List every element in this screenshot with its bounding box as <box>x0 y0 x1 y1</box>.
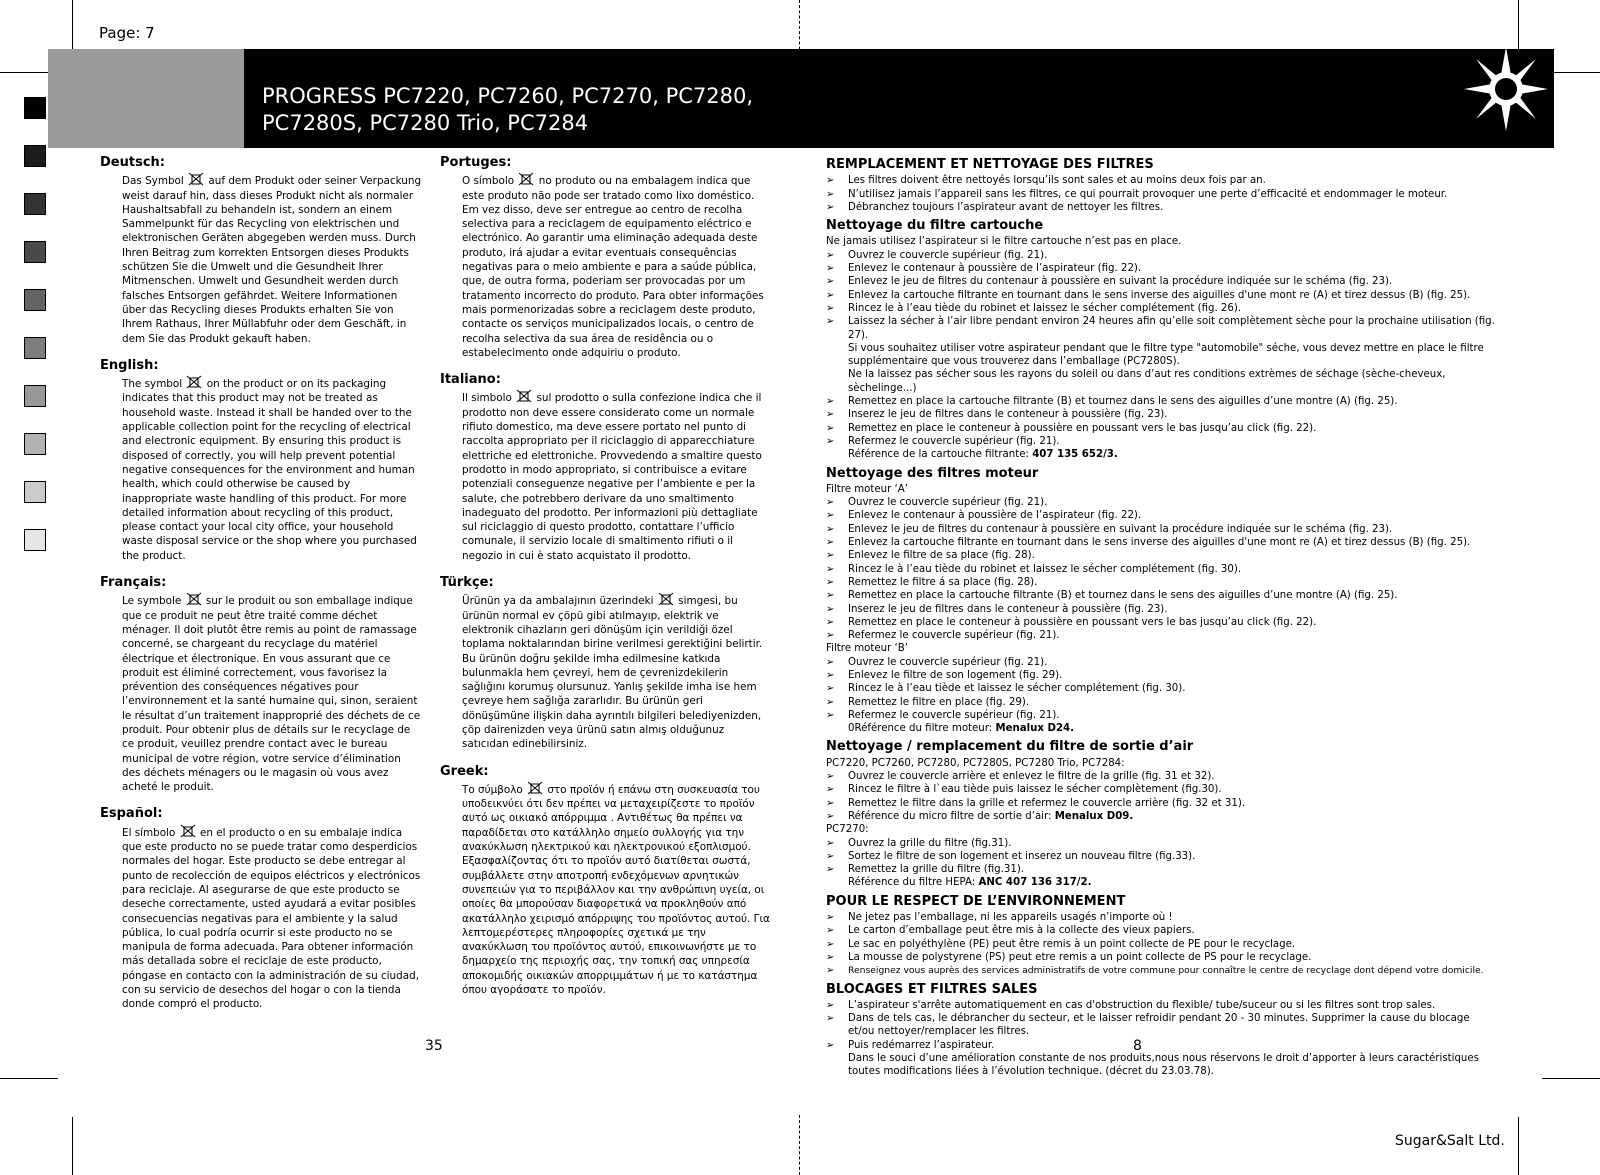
text-before: O símbolo <box>462 175 515 188</box>
text-after: sur le produit ou son emballage indique que ce produit ne peut être traité comme déchet ménager. Il doit plutôt être remis au point de ramassage concerné, se chargeant du recyclage du matériel électrique et électronique. En vous assurant que ce produit est éliminé correctement, vous favorisez la prévention des conséquences négatives pour l’environnement et la santé humaine qui, sinon, seraient le résultat d’un traitement inapproprié des déchets de ce produit. Pour obtenir plus de détails sur le recyclage de ce produit, veuillez prendre contact avec le bureau municipal de votre région, votre service d’élimination des déchets ménagers ou le magasin où vous avez acheté le produit. <box>122 595 421 794</box>
reference-value: Menalux D09. <box>1054 810 1134 822</box>
reference-line <box>826 810 1506 823</box>
section-heading: Italiano: <box>440 372 501 388</box>
bullet-item: ➢ Ouvrez la grille du filtre (fig.31). <box>826 837 1506 850</box>
text-before: Le symbole <box>122 595 182 608</box>
bullet-item: ➢ Refermez le couvercle supérieur (fig. 21). <box>826 709 1506 722</box>
section-text <box>122 172 422 346</box>
disposal-section-italiano <box>440 372 770 563</box>
disposal-section-francais <box>100 575 422 794</box>
text-before: The symbol <box>122 378 183 391</box>
model-line: PC7220, PC7260, PC7280, PC7280S, PC7280 Trio, PC7284: <box>826 757 1125 769</box>
disposal-section-turkce <box>440 575 770 752</box>
color-swatch <box>24 289 46 311</box>
bullet-item: ➢ Puis redémarrez l’aspirateur. <box>826 1039 1506 1052</box>
crossed-bin-icon <box>185 375 203 389</box>
footer-brand: Sugar&Salt Ltd. <box>1395 1133 1505 1149</box>
bullet-item: ➢ Rincez le filtre à l`eau tiède puis laissez le sécher complètement (fig.30). <box>826 783 1506 796</box>
text-after: στο προϊόν ή επάνω στη συσκευασία του υποδεικνύει ότι δεν πρέπει να μεταχειρίζεστε το προϊόν αυτό ως οικιακό απόρριμμα . Αντιθέτως θα πρέπει να παραδίδεται στο κατάλληλο σημείο συλλογής για την ανακύκλωση ηλεκτρικού και ηλεκτρονικού εξοπλισμού. Εξασφαλίζοντας ότι το προϊόν αυτό διατίθεται σωστά, συμβάλλετε στην αποτροπή ενδεχόμενων αρνητικών συνεπειών για το περιβάλλον και την ανθρώπινη υγεία, οι οποίες θα μπορούσαν διαφορετικά να προκληθούν από ακατάλληλο χειρισμό απόρριψης του προϊόντος αυτού. Για λεπτομερέστερες πληροφορίες σχετικά με την ανακύκλωση του προϊόντος αυτού, επικοινωνήστε με το δημαρχείο της περιοχής σας, την τοπική σας υπηρεσία αποκομιδής οικιακών απορριμμάτων ή με το κατάστημα όπου αγοράσατε το προϊόν. <box>462 783 770 997</box>
section-heading: Nettoyage des filtres moteur <box>826 465 1039 481</box>
note-line: toutes modifications liées à l’évolution technique. (décret du 23.03.78). <box>848 1066 1214 1078</box>
bullet-item: ➢ Ouvrez le couvercle supérieur (fig. 21). <box>826 656 1506 669</box>
section-heading: Français: <box>100 575 167 591</box>
reference-line <box>826 722 1506 735</box>
color-swatch <box>24 481 46 503</box>
header-gray-block <box>48 49 244 148</box>
bullet-item: ➢ Renseignez vous auprès des services administratifs de votre commune pour connaître le centre de recyclage dont dépend votre domicile. <box>826 964 1506 977</box>
note-line: sèchelinge...) <box>848 382 917 394</box>
section-heading: REMPLACEMENT ET NETTOYAGE DES FILTRES <box>826 157 1154 172</box>
bullet-item: ➢ Enlevez la cartouche filtrante en tournant dans le sens inverse des aiguilles d'une mont re (A) et tirez dessus (B) (fig. 25). <box>826 536 1506 549</box>
section-heading: Español: <box>100 806 163 822</box>
text-after: sul prodotto o sulla confezione indica che il prodotto non deve essere considerato come un normale rifiuto domestico, ma deve essere portato nel punto di raccolta appropriato per il riciclaggio di apparecchiature elettriche ed elettroniche. Provvedendo a smaltire questo prodotto in modo appropriato, si contribuisce a evitare potenziali conseguenze negative per l’ambiente e per la salute, che potrebbero derivare da uno smaltimento inadeguato del prodotto. Per informazioni più dettagliate sul riciclaggio di questo prodotto, contattare l’ufficio comunale, il servizio locale di smaltimento rifiuti o il negozio in cui è stato acquistato il prodotto. <box>462 392 762 562</box>
reference-label: Référence du filtre HEPA: <box>848 877 976 889</box>
bullet-item: ➢ Refermez le couvercle supérieur (fig. 21). <box>826 629 1506 642</box>
reference-value: 407 135 652/3. <box>1032 449 1118 461</box>
section-text <box>462 389 770 563</box>
color-swatch <box>24 193 46 215</box>
bullet-item: ➢ Remettez le filtre en place (fig. 29). <box>826 696 1506 709</box>
text-after: no produto ou na embalagem indica que este produto não pode ser tratado como lixo doméstico. Em vez disso, deve ser entregue ao centro de recolha selectiva para a reciclagem de equipamento eléctrico e electrónico. Ao garantir uma eliminação adequada deste produto, irá ajudar a evitar eventuais consequências negativas para o meio ambiente e para a saúde pública, que, de outra forma, poderiam ser provocadas por um tratamento incorrecto do produto. Para obter informações mais pormenorizadas sobre a reciclagem deste produto, contacte os serviços municipalizados locais, o centro de recolha selectiva da sua área de residência ou o estabelecimento onde adquiriu o produto. <box>462 175 764 359</box>
bullet-item: ➢ Ouvrez le couvercle supérieur (fig. 21). <box>826 496 1506 509</box>
section-heading: Türkçe: <box>440 575 494 591</box>
disposal-section-greek <box>440 763 770 998</box>
bullet-item: ➢ Enlevez le filtre de sa place (fig. 28). <box>826 549 1506 562</box>
bullet-item: ➢ Débranchez toujours l’aspirateur avant de nettoyer les filtres. <box>826 201 1506 214</box>
section-heading: POUR LE RESPECT DE L’ENVIRONNEMENT <box>826 893 1126 909</box>
bullet-item: ➢ Remettez le filtre á sa place (fig. 28). <box>826 576 1506 589</box>
text-before: Το σύμβολο <box>462 783 523 796</box>
bullet-item: ➢ Rincez le à l’eau tiède du robinet et laissez le sécher complétement (fig. 30). <box>826 563 1506 576</box>
note-line: Ne la laissez pas sécher sous les rayons du soleil ou dans d’aut res conditions extrèmes de séchage (sèche-cheveux, <box>848 369 1446 381</box>
section-text <box>122 375 422 563</box>
crossed-bin-icon <box>515 389 533 403</box>
crossed-bin-icon <box>187 172 205 186</box>
reference-line <box>826 876 1506 889</box>
disposal-section-portuges <box>440 155 770 360</box>
section-text <box>462 592 770 751</box>
bullet-item: ➢ Remettez en place la cartouche filtrante (B) et tournez dans le sens des aiguilles d’une montre (A) (fig. 25). <box>826 395 1506 408</box>
bullet-item: ➢ Remettez la grille du filtre (fig.31). <box>826 863 1506 876</box>
header-bar <box>244 49 1554 148</box>
bullet-item: ➢ Remettez en place la cartouche filtrante (B) et tournez dans le sens des aiguilles d’une montre (A) (fig. 25). <box>826 589 1506 602</box>
section-heading: Nettoyage / remplacement du filtre de sortie d’air <box>826 739 1194 755</box>
crossed-bin-icon <box>657 592 675 606</box>
subheading: Filtre moteur ‘A’ <box>826 483 908 495</box>
note-line: Si vous souhaitez utiliser votre aspirateur pendant que le filtre type "automobile" séche, vous devez mettre en place le filtre <box>848 342 1484 354</box>
text-before: Ürünün ya da ambalajının üzerindeki <box>462 595 654 608</box>
section-heading: Greek: <box>440 763 489 779</box>
reference-label: Référence du micro filtre de sortie d’air: <box>848 810 1052 822</box>
crossed-bin-icon <box>185 592 203 606</box>
section-heading: Deutsch: <box>100 155 165 170</box>
bullet-item: ➢ Dans de tels cas, le débrancher du secteur, et le laisser refroidir pendant 20 - 30 minutes. Supprimer la cause du blocage <box>826 1012 1506 1025</box>
bullet-item: ➢ Remettez le filtre dans la grille et refermez le couvercle arrière (fig. 32 et 31). <box>826 797 1506 810</box>
section-heading: Portuges: <box>440 155 512 170</box>
bullet-item: ➢ Ne jetez pas l’emballage, ni les appareils usagés n’importe où ! <box>826 911 1506 924</box>
bullet-item: ➢ Rincez le à l’eau tiède et laissez le sécher complétement (fig. 30). <box>826 682 1506 695</box>
crossed-bin-icon <box>517 172 535 186</box>
reference-line <box>826 448 1506 461</box>
section-heading: English: <box>100 357 159 373</box>
bullet-item: ➢ Sortez le filtre de son logement et inserez un nouveau filtre (fig.33). <box>826 850 1506 863</box>
intro-line: Ne jamais utilisez l’aspirateur si le filtre cartouche n’est pas en place. <box>826 236 1182 248</box>
bullet-item: ➢ Les filtres doivent être nettoyés lorsqu’ils sont sales et au moins deux fois par an. <box>826 174 1506 187</box>
bullet-item: ➢ Le sac en polyéthylène (PE) peut être remis à un point collecte de PE pour le recyclage. <box>826 938 1506 951</box>
bullet-item: ➢ Inserez le jeu de filtres dans le conteneur à poussière (fig. 23). <box>826 408 1506 421</box>
page-label: Page: 7 <box>99 24 155 42</box>
bullet-item: ➢ Inserez le jeu de filtres dans le conteneur à poussière (fig. 23). <box>826 603 1506 616</box>
bullet-item: ➢ Remettez en place le conteneur à poussière en poussant vers le bas jusqu’au click (fig. 22). <box>826 422 1506 435</box>
crop-mark <box>0 1078 58 1079</box>
reference-label: 0Référence du filtre moteur: <box>848 723 993 735</box>
bullet-item: ➢ Enlevez le jeu de filtres du contenaur à poussière en suivant la procédure indiquée sur le schéma (fig. 23). <box>826 275 1506 288</box>
bullet-item: ➢ L’aspirateur s'arrête automatiquement en cas d'obstruction du flexible/ tube/suceur ou si les filtres sont trop sales. <box>826 999 1506 1012</box>
continuation-line: et/ou nettoyer/remplacer les filtres. <box>848 1026 1030 1038</box>
reference-label: Référence de la cartouche filtrante: <box>848 449 1029 461</box>
page-number-right: 8 <box>1133 1038 1142 1054</box>
bullet-item: ➢ Enlevez la cartouche filtrante en tournant dans le sens inverse des aiguilles d'une mont re (A) et tirez dessus (B) (fig. 25). <box>826 289 1506 302</box>
color-swatch <box>24 385 46 407</box>
color-swatch <box>24 241 46 263</box>
bullet-item: ➢ Ouvrez le couvercle supérieur (fig. 21). <box>826 249 1506 262</box>
section-text <box>462 781 770 997</box>
text-after: en el producto o en su embalaje indica que este producto no se puede tratar como desperdicios normales del hogar. Este producto se debe entregar al punto de recolección de equipos eléctricos y electrónicos para reciclaje. Al asegurarse de que este producto se deseche correctamente, usted ayudará a evitar posibles consecuencias negativas para el ambiente y la salud pública, lo cual podría ocurrir si este producto no se manipula de forma adecuada. Para obtener información más detallada sobre el reciclaje de este producto, póngase en contacto con la administración de su ciudad, con su servicio de desechos del hogar o con la tienda donde compró el producto. <box>122 826 421 1011</box>
text-before: Il simbolo <box>462 392 512 405</box>
bullet-item: ➢ Refermez le couvercle supérieur (fig. 21). <box>826 435 1506 448</box>
middle-column <box>440 155 770 1010</box>
right-column <box>826 158 1506 1079</box>
color-swatch <box>24 337 46 359</box>
section-heading: Nettoyage du filtre cartouche <box>826 218 1044 234</box>
color-swatch <box>24 145 46 167</box>
crop-mark <box>1542 1078 1600 1079</box>
bullet-item: ➢ Rincez le à l’eau tiède du robinet et laissez le sécher complétement (fig. 26). <box>826 302 1506 315</box>
left-column <box>100 155 422 1025</box>
model-line: PC7270: <box>826 824 869 836</box>
crossed-bin-icon <box>179 824 197 838</box>
page-number-left: 35 <box>425 1038 443 1054</box>
sun-logo-icon <box>1464 47 1548 131</box>
header-title: PROGRESS PC7220, PC7260, PC7270, PC7280, PC7280S, PC7280 Trio, PC7284 <box>262 84 754 135</box>
bullet-item: ➢ Enlevez le contenaur à poussière de l’aspirateur (fig. 22). <box>826 509 1506 522</box>
text-after: simgesi, bu ürünün normal ev çöpü gibi atılmayıp, elektrik ve elektronik cihazların geri dönüşüm için verildiği özel toplama noktalarından birine verilmesi gerektiğini belirtir. Bu ürünün doğru şekilde imha edilmesine katkıda bulunmakla hem çevreyi, hem de çevrenizdekilerin sağlığını korumuş olursunuz. Yanlış şekilde imha ise hem çevreye hem sağlığa zararlıdır. Bu ürünün geri dönüşümüne ilişkin daha ayrıntılı bilgileri belediyenizden, çöp dairenizden veya ürünü satın almış olduğunuz satıcıdan edinebilirsiniz. <box>462 595 763 751</box>
bullet-item: ➢ Remettez en place le conteneur à poussière en poussant vers le bas jusqu’au click (fig. 22). <box>826 616 1506 629</box>
disposal-section-english <box>100 357 422 563</box>
bullet-item: ➢ N’utilisez jamais l’appareil sans les filtres, ce qui pourrait provoquer une perte d’efficacité et endommager le moteur. <box>826 188 1506 201</box>
disposal-section-deutsch <box>100 155 422 346</box>
section-text <box>122 824 422 1012</box>
reference-value: Menalux D24. <box>995 723 1075 735</box>
text-after: on the product or on its packaging indicates that this product may not be treated as household waste. Instead it shall be handed over to the applicable collection point for the recycling of electrical and electronic equipment. By ensuring this product is disposed of correctly, you will help prevent potential negative consequences for the environment and human health, which could otherwise be caused by inappropriate waste handling of this product. For more detailed information about recycling of this product, please contact your local city office, your household waste disposal service or the shop where you purchased the product. <box>122 378 417 562</box>
fold-mark <box>799 1115 800 1175</box>
text-after: auf dem Produkt oder seiner Verpackung weist darauf hin, dass dieses Produkt nicht als normaler Haushaltsabfall zu behandeln ist, sondern an einem Sammelpunkt für das Recycling von elektrischen und elektronischen Geräten abgegeben werden muss. Durch Ihren Beitrag zum korrekten Entsorgen dieses Produkts schützen Sie die Umwelt und die Gesundheit Ihrer Mitmenschen. Umwelt und Gesundheit werden durch falsches Entsorgen gefährdet. Weitere Informationen über das Recycling dieses Produkts erhalten Sie von Ihrem Rathaus, Ihrer Müllabfuhr oder dem Geschäft, in dem Sie das Produkt gekauft haben. <box>122 175 422 345</box>
section-text <box>122 592 422 794</box>
note-line: supplémentaire que vous trouverez dans l’emballage (PC7280S). <box>848 356 1180 368</box>
color-swatch <box>24 529 46 551</box>
section-text <box>462 172 770 360</box>
text-before: Das Symbol <box>122 175 184 188</box>
note-line: Dans le souci d’une amélioration constante de nos produits,nous nous réservons le droit d’apporter à leurs caractéristiques <box>848 1053 1479 1064</box>
disposal-section-espanol <box>100 806 422 1011</box>
text-before: El símbolo <box>122 826 176 839</box>
bullet-item: ➢ Enlevez le filtre de son logement (fig. 29). <box>826 669 1506 682</box>
color-swatch <box>24 97 46 119</box>
reference-value: ANC 407 136 317/2. <box>978 877 1092 889</box>
crossed-bin-icon <box>526 781 544 795</box>
bullet-item: ➢ La mousse de polystyrene (PS) peut etre remis a un point collecte de PS pour le recyclage. <box>826 951 1506 964</box>
color-swatch <box>24 433 46 455</box>
section-heading: BLOCAGES ET FILTRES SALES <box>826 981 1038 997</box>
subheading: Filtre moteur ‘B’ <box>826 643 909 655</box>
bullet-item: ➢ Ouvrez le couvercle arrière et enlevez le filtre de la grille (fig. 31 et 32). <box>826 770 1506 783</box>
bullet-item: ➢ Enlevez le contenaur à poussière de l’aspirateur (fig. 22). <box>826 262 1506 275</box>
bullet-item: ➢ Le carton d’emballage peut être mis à la collecte des vieux papiers. <box>826 924 1506 937</box>
bullet-item: ➢ Laissez la sécher à l’air libre pendant environ 24 heures afin qu’elle soit complètement sèche pour la prochaine utilisation (fig. 27). <box>826 315 1506 342</box>
bullet-item: ➢ Enlevez le jeu de filtres du contenaur à poussière en suivant la procédure indiquée sur le schéma (fig. 23). <box>826 523 1506 536</box>
crop-mark <box>72 1117 73 1175</box>
crop-mark <box>1518 1117 1519 1175</box>
